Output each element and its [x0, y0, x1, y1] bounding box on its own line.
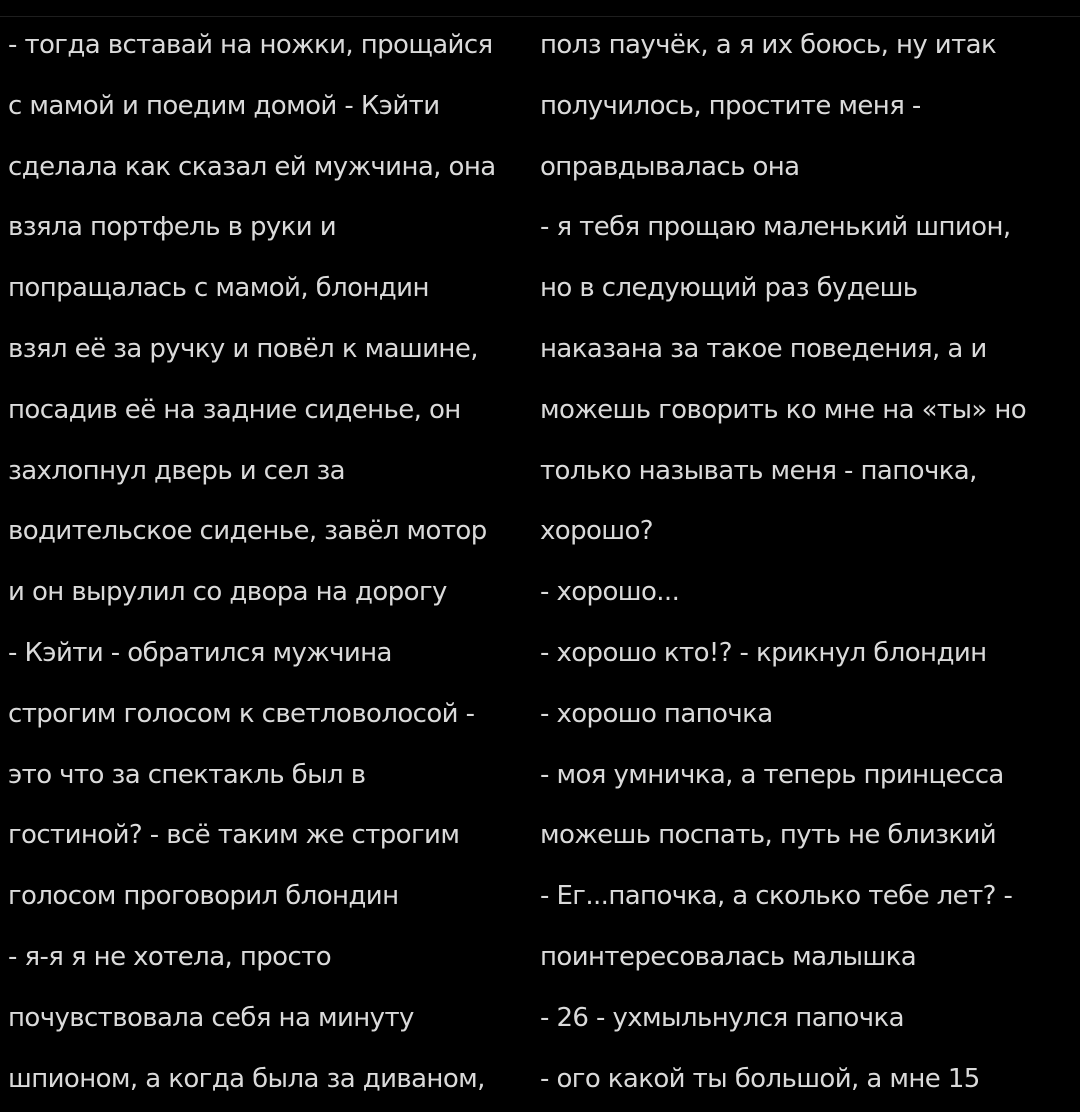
- text-line: гостиной? - всё таким же строгим: [8, 820, 460, 851]
- text-line: почувствовала себя на минуту: [8, 1002, 414, 1033]
- text-line: с мамой и поедим домой - Кэйти: [8, 90, 440, 121]
- text-line: водительское сиденье, завёл мотор: [8, 516, 487, 547]
- text-line: получилось, простите меня -: [540, 90, 921, 121]
- text-line: посадив её на задние сиденье, он: [8, 394, 461, 425]
- text-line: взял её за ручку и повёл к машине,: [8, 333, 478, 364]
- text-line: шпионом, а когда была за диваном,: [8, 1063, 485, 1094]
- text-line: - тогда вставай на ножки, прощайся: [8, 30, 493, 60]
- text-line: полз паучёк, а я их боюсь, ну итак: [540, 30, 997, 60]
- text-line: только называть меня - папочка,: [540, 455, 977, 486]
- text-line: но в следующий раз будешь: [540, 273, 918, 304]
- text-line: и он вырулил со двора на дорогу: [8, 577, 447, 608]
- text-line: хорошо?: [540, 516, 654, 547]
- text-line: сделала как сказал ей мужчина, она: [8, 151, 496, 182]
- text-line: взяла портфель в руки и: [8, 212, 337, 243]
- text-line: - ого какой ты большой, а мне 15: [540, 1063, 980, 1094]
- text-line: - хорошо папочка: [540, 698, 773, 729]
- text-line: - Кэйти - обратился мужчина: [8, 637, 392, 668]
- text-line: - 26 - ухмыльнулся папочка: [540, 1002, 904, 1033]
- text-line: наказана за такое поведения, а и: [540, 333, 987, 364]
- text-line: оправдывалась она: [540, 151, 800, 182]
- text-line: - я тебя прощаю маленький шпион,: [540, 212, 1011, 243]
- text-line: это что за спектакль был в: [8, 759, 366, 790]
- text-line: можешь поспать, путь не близкий: [540, 820, 997, 851]
- text-line: - я-я я не хотела, просто: [8, 941, 332, 972]
- text-line: - Ег...папочка, а сколько тебе лет? -: [540, 881, 1013, 912]
- text-line: - моя умничка, а теперь принцесса: [540, 759, 1004, 790]
- right-text-column: [540, 17, 1080, 1112]
- text-line: поинтересовалась малышка: [540, 941, 917, 972]
- text-line: захлопнул дверь и сел за: [8, 455, 346, 486]
- text-line: голосом проговорил блондин: [8, 881, 399, 912]
- text-line: строгим голосом к светловолосой -: [8, 698, 475, 729]
- text-line: - хорошо кто!? - крикнул блондин: [540, 637, 987, 668]
- left-text-column: [0, 17, 540, 1112]
- text-line: можешь говорить ко мне на «ты» но: [540, 394, 1027, 425]
- text-line: попращалась с мамой, блондин: [8, 273, 429, 304]
- text-line: - хорошо...: [540, 577, 680, 608]
- text-page: [0, 17, 1080, 1112]
